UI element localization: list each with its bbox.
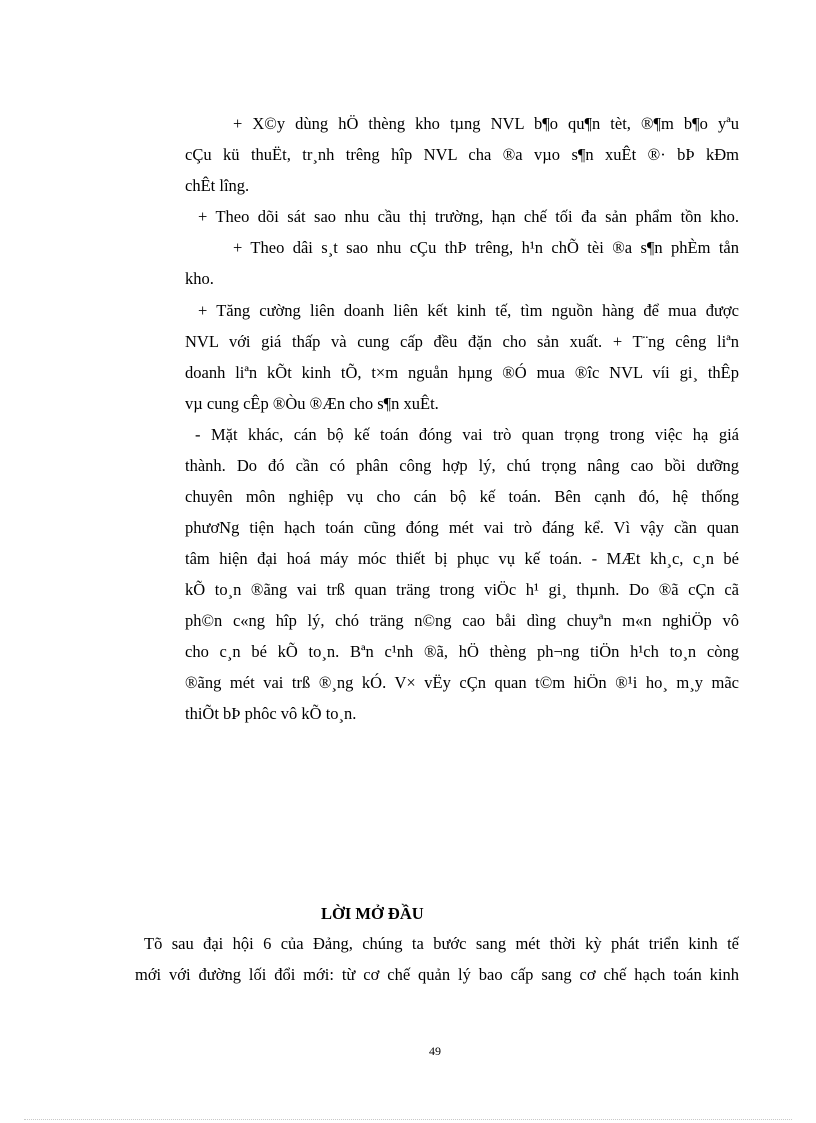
body-line-4: + Theo dõi sát sao nhu cầu thị trường, hạn chế tối đa sản phẩm tồn kho. <box>198 207 739 226</box>
intro-line-1: Tõ sau đại hội 6 của Đảng, chúng ta bước sang mét thời kỳ phát triển kinh tế <box>144 934 739 953</box>
body-line-8: NVL với giá thấp và cung cấp đều đặn cho sản xuất. + T¨ng cêng liªn <box>185 332 739 351</box>
body-line-20: thiÕt bÞ phôc vô kÕ to¸n. <box>185 704 357 723</box>
body-line-13: chuyên môn nghiệp vụ cho cán bộ kế toán. Bên cạnh đó, hệ thống <box>185 487 739 506</box>
body-line-2: cÇu kü thuËt, tr¸nh trêng hîp NVL cha ®a vµo s¶n xuÊt ®· bÞ kÐm <box>185 145 739 164</box>
body-line-12: thành. Do đó cần có phân công hợp lý, chú trọng nâng cao bồi dưỡng <box>185 456 739 475</box>
body-line-14: phươNg tiện hạch toán cũng đóng mét vai trò đáng kể. Vì vậy cần quan <box>185 518 739 537</box>
body-line-7: + Tăng cường liên doanh liên kết kinh tế, tìm nguồn hàng để mua được <box>198 301 739 320</box>
body-line-3: chÊt lîng. <box>185 176 250 195</box>
page-number: 49 <box>429 1044 441 1058</box>
body-line-19: ®ãng mét vai trß ®¸ng kÓ. V× vËy cÇn quan t©m hiÖn ®¹i ho¸ m¸y mãc <box>185 673 739 692</box>
body-line-15: tâm hiện đại hoá máy móc thiết bị phục vụ kế toán. - MÆt kh¸c, c¸n bé <box>185 549 739 568</box>
body-line-5: + Theo dâi s¸t sao nhu cÇu thÞ trêng, h¹n chÕ tèi ®a s¶n phÈm tån <box>233 238 739 257</box>
body-line-18: cho c¸n bé kÕ to¸n. Bªn c¹nh ®ã, hÖ thèng ph¬ng tiÖn h¹ch to¸n còng <box>185 642 739 661</box>
page-bottom-divider <box>24 1119 792 1120</box>
intro-line-2: mới với đường lối đổi mới: từ cơ chế quản lý bao cấp sang cơ chế hạch toán kinh <box>135 965 739 984</box>
section-heading: LỜI MỞ ĐẦU <box>321 904 424 923</box>
body-line-16: kÕ to¸n ®ãng vai trß quan träng trong viÖc h¹ gi¸ thµnh. Do ®ã cÇn cã <box>185 580 739 599</box>
body-line-9: doanh liªn kÕt kinh tÕ, t×m nguån hµng ®Ó mua ®îc NVL víi gi¸ thÊp <box>185 363 739 382</box>
body-line-6: kho. <box>185 269 214 288</box>
body-line-10: vµ cung cÊp ®Òu ®Æn cho s¶n xuÊt. <box>185 394 439 413</box>
body-line-17: ph©n c«ng hîp lý, chó träng n©ng cao båi dìng chuyªn m«n nghiÖp vô <box>185 611 739 630</box>
body-line-1: + X©y dùng hÖ thèng kho tµng NVL b¶o qu¶n tèt, ®¶m b¶o yªu <box>233 114 739 133</box>
body-line-11: - Mặt khác, cán bộ kế toán đóng vai trò quan trọng trong việc hạ giá <box>195 425 739 444</box>
